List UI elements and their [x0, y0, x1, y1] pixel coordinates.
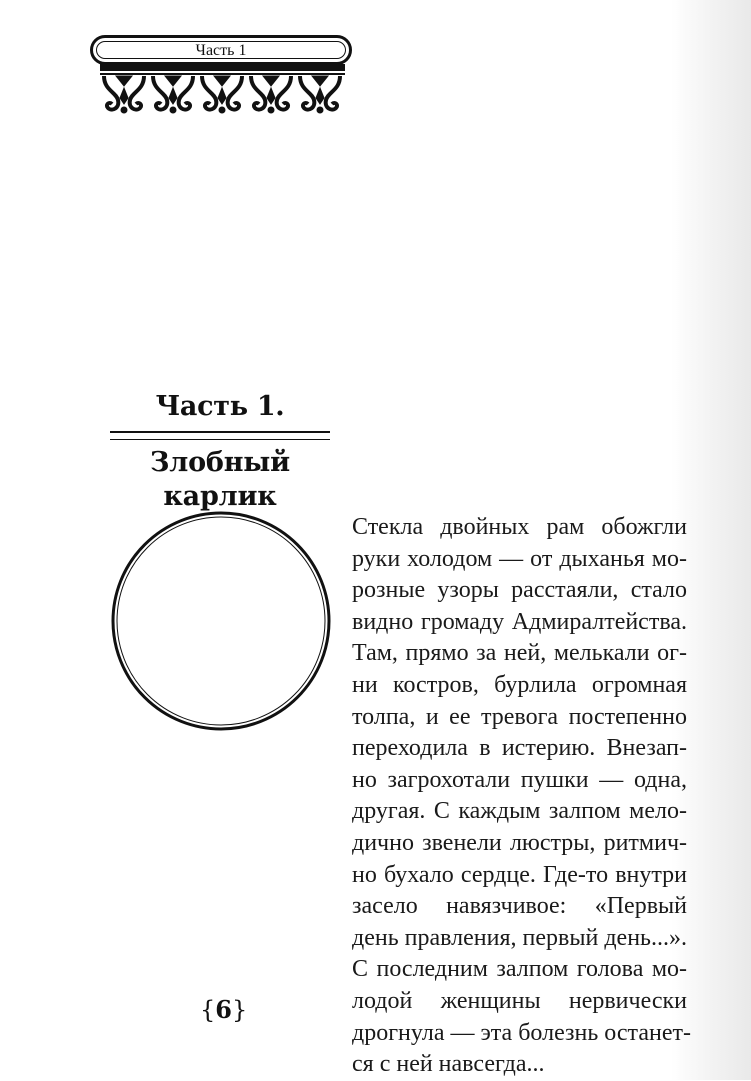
baroque-ornament-icon: [100, 64, 345, 116]
chapter-title-line-1: Злобный: [150, 447, 290, 478]
circle-frame-icon: [110, 510, 332, 732]
body-line-last: ся с ней навсегда...: [352, 1051, 545, 1078]
chapter-heading: [110, 385, 330, 514]
body-line: видно громаду Адмиралтейства.: [352, 608, 687, 635]
body-paragraph: [352, 512, 691, 1081]
page-number-value: 6: [215, 995, 232, 1024]
body-line: день правления, первый день...».: [352, 924, 687, 951]
body-line: засело навязчивое: «Первый: [352, 893, 687, 920]
folio-bracket-open: {: [200, 996, 216, 1024]
chapter-title-line-2: карлик: [163, 481, 277, 512]
body-line: но загрохотали пушки — одна,: [352, 766, 687, 793]
body-line: но бухало сердце. Где-то внутри: [352, 861, 687, 888]
page-number: [200, 995, 248, 1024]
body-line: Стекла двойных рам обожгли: [352, 514, 687, 540]
running-head: Часть 1: [195, 42, 247, 59]
body-line: Там, прямо за ней, мелькали ог-: [352, 640, 687, 667]
body-line: розные узоры расстаяли, стало: [352, 577, 687, 604]
body-line: другая. С каждым залпом мело-: [352, 798, 687, 825]
body-line: дично звенели люстры, ритмич-: [352, 829, 687, 856]
chapter-number: Часть 1.: [155, 391, 285, 422]
running-header-frame: [90, 35, 352, 65]
folio-bracket-close: }: [231, 996, 248, 1024]
body-line: ни костров, бурлила огромная: [352, 671, 687, 698]
body-line: толпа, и ее тревога постепенно: [352, 703, 687, 730]
body-line: лодой женщины нервически: [352, 987, 687, 1014]
body-line: С последним залпом голова мо-: [352, 956, 687, 983]
body-line: дрогнула — эта болезнь останет-: [352, 1019, 691, 1046]
body-line: руки холодом — от дыханья мо-: [352, 545, 687, 572]
body-line: переходила в истерию. Внезап-: [352, 735, 687, 762]
chapter-rule: [110, 431, 330, 440]
